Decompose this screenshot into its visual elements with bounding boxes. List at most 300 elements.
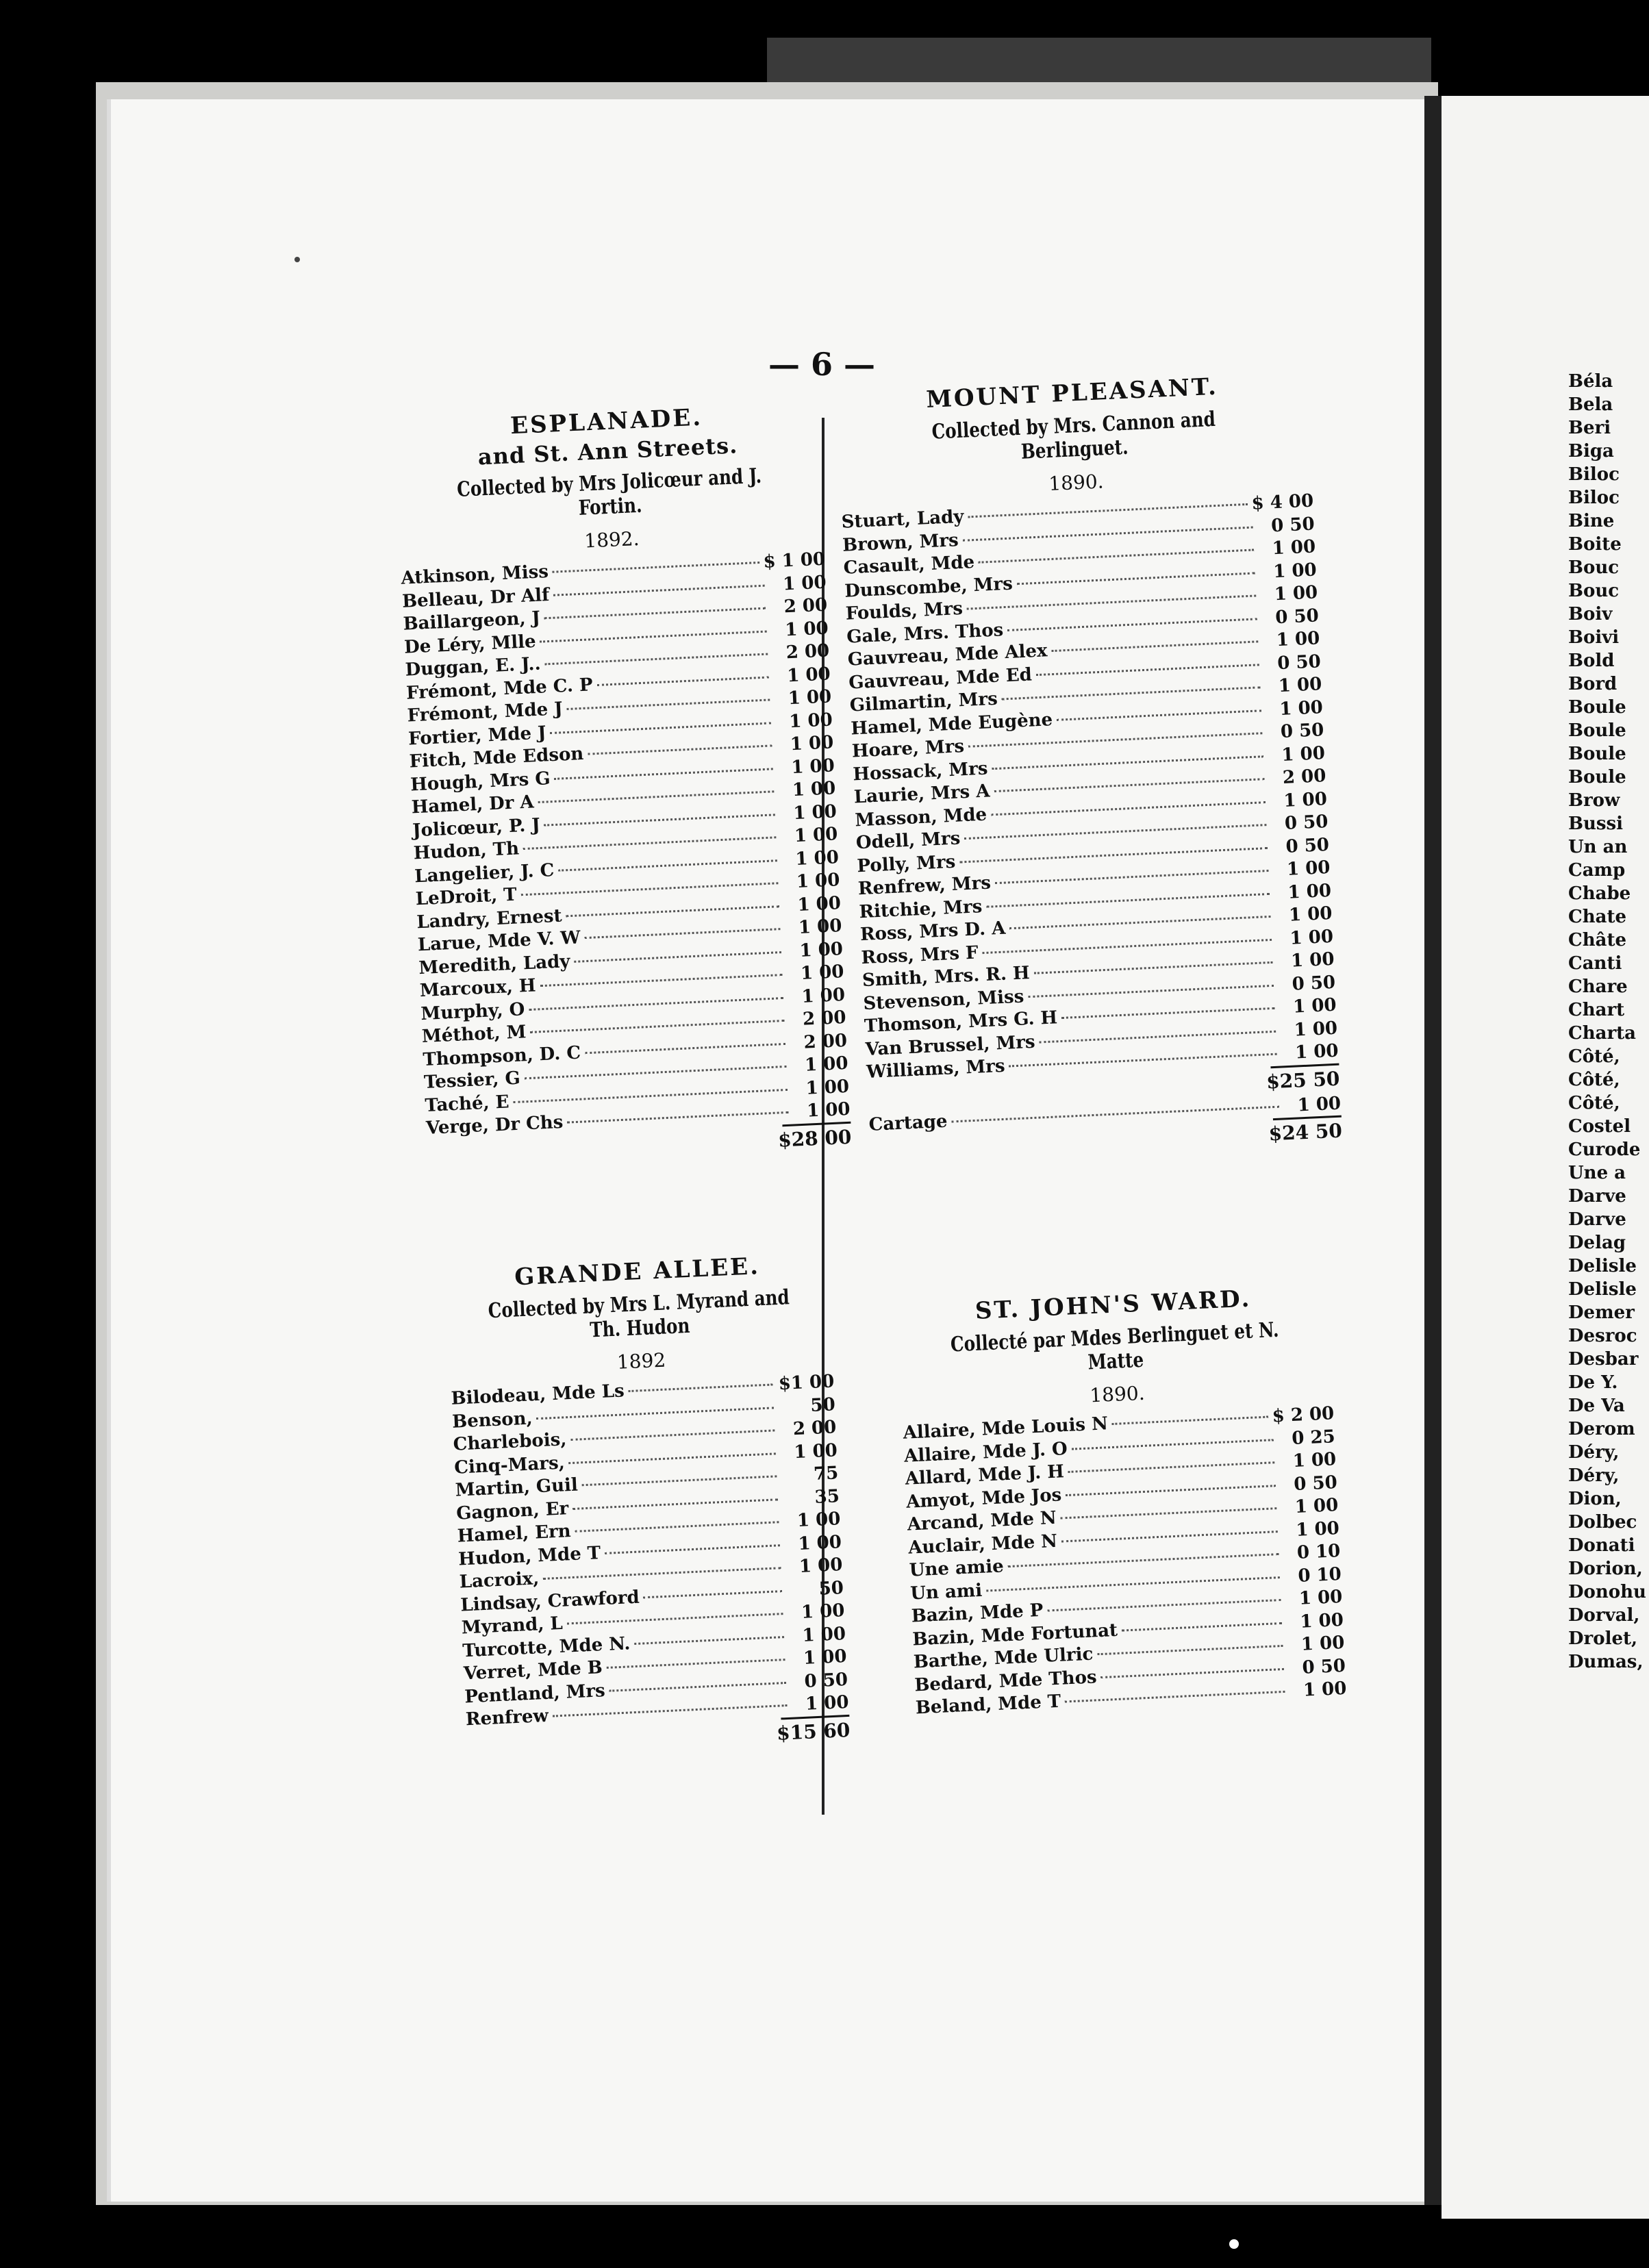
donor-name: Brown, Mrs — [842, 529, 959, 556]
donor-name: Taché, E — [424, 1091, 510, 1116]
name-fragment: Bine — [1568, 511, 1615, 531]
donor-name: Larue, Mde V. W — [417, 927, 581, 956]
leader-dots — [550, 722, 771, 734]
donor-name: Hamel, Ern — [457, 1521, 572, 1547]
donation-amount: 1 00 — [805, 1691, 850, 1715]
donor-name: Laurie, Mrs A — [853, 781, 991, 808]
donation-amount: 0 50 — [1293, 1472, 1338, 1495]
donation-amount: 1 00 — [1286, 857, 1331, 880]
donor-name: Hough, Mrs G — [410, 768, 551, 795]
donation-amount: 1 00 — [1300, 1632, 1345, 1655]
donation-amount: 1 00 — [801, 984, 846, 1007]
leader-dots — [582, 1476, 777, 1487]
name-fragment: Desroc — [1568, 1326, 1637, 1346]
leader-dots — [1047, 1599, 1281, 1611]
donation-amount: 1 00 — [782, 572, 827, 594]
name-fragment: Bord — [1568, 674, 1617, 694]
donor-name: Williams, Mrs — [866, 1055, 1006, 1083]
cartage-amount: 1 00 — [1297, 1093, 1342, 1116]
donation-amount: 1 00 — [803, 1646, 848, 1669]
leader-dots — [992, 755, 1263, 770]
leader-dots — [1061, 1007, 1275, 1019]
page-number: — 6 — — [768, 346, 876, 383]
donation-amount: 1 00 — [792, 801, 838, 824]
donor-name: Un ami — [909, 1580, 983, 1604]
name-fragment: Canti — [1568, 953, 1622, 974]
donation-amount: 1 00 — [1287, 880, 1332, 903]
donation-amount: 1 00 — [786, 663, 831, 686]
name-fragment: Boule — [1568, 697, 1626, 718]
leader-dots — [585, 1043, 785, 1054]
leader-dots — [1068, 1461, 1275, 1473]
leader-dots — [538, 791, 775, 804]
donation-amount: 1 00 — [1292, 1449, 1337, 1472]
donor-name: Frémont, Mde C. P — [405, 674, 594, 704]
leader-dots — [525, 1066, 787, 1079]
donor-name: Odell, Mrs — [855, 828, 961, 854]
donation-amount: 1 00 — [1289, 926, 1334, 949]
donation-amount: 1 00 — [790, 732, 834, 755]
donor-name: Cinq-Mars, — [453, 1452, 566, 1478]
donation-amount: 1 00 — [801, 1600, 846, 1623]
donor-name: Casault, Mde — [843, 552, 975, 579]
donation-amount: 35 — [814, 1485, 840, 1508]
leader-dots — [1036, 664, 1259, 676]
leader-dots — [1100, 1668, 1284, 1678]
donation-amount: 50 — [809, 1394, 836, 1416]
leader-dots — [1097, 1645, 1283, 1655]
name-fragment: Un an — [1568, 837, 1628, 857]
name-fragment: Curode — [1568, 1139, 1641, 1160]
name-fragment: Delisle — [1568, 1256, 1637, 1276]
donor-name: Hudon, Mde T — [457, 1542, 601, 1570]
name-fragment: Côté, — [1568, 1093, 1620, 1113]
donor-name: Allard, Mde J. H — [905, 1461, 1065, 1489]
donor-name: Masson, Mde — [854, 804, 987, 831]
leader-dots — [1061, 1507, 1277, 1519]
donor-name: Hamel, Dr A — [411, 792, 535, 818]
leader-dots — [1009, 1053, 1276, 1068]
leader-dots — [572, 1498, 778, 1510]
name-fragment: Brow — [1568, 790, 1620, 811]
leader-dots — [567, 1111, 788, 1124]
donation-amount: 0 25 — [1291, 1426, 1336, 1449]
leader-dots — [544, 653, 768, 666]
leader-dots — [588, 745, 772, 755]
donation-amount: 2 00 — [1282, 766, 1326, 788]
section-title: MOUNT PLEASANT. — [925, 373, 1219, 414]
donation-amount: 1 00 — [784, 618, 829, 640]
leader-dots — [520, 882, 778, 896]
donation-amount: 1 00 — [800, 961, 845, 984]
donor-name: Lindsay, Crawford — [460, 1587, 640, 1615]
leader-dots — [1009, 916, 1270, 929]
leader-dots — [543, 1567, 781, 1580]
donor-name: Fortier, Mde J — [407, 722, 547, 750]
leader-dots — [1034, 961, 1273, 974]
donation-amount: 0 50 — [1280, 720, 1324, 743]
name-fragment: Châte — [1568, 930, 1626, 950]
leader-dots — [1066, 1485, 1276, 1496]
donation-amount: 2 00 — [785, 640, 830, 664]
donation-amount: $ 1 00 — [762, 549, 826, 572]
donor-name: Landry, Ernest — [416, 905, 563, 933]
donor-name: Meredith, Lady — [418, 950, 571, 979]
donation-amount: 1 00 — [793, 1439, 838, 1463]
leader-dots — [609, 1682, 787, 1692]
name-fragment: Boiv — [1568, 604, 1613, 625]
donation-amount: 2 00 — [802, 1007, 847, 1030]
name-fragment: Boite — [1568, 534, 1622, 555]
leader-dots — [530, 1020, 784, 1033]
mount-pleasant-section — [835, 369, 1343, 1166]
donation-amount: $ 4 00 — [1250, 490, 1314, 514]
donor-name: Verge, Dr Chs — [425, 1111, 564, 1139]
name-fragment: Darve — [1568, 1186, 1626, 1207]
donor-list — [903, 1402, 1347, 1720]
donation-amount: 1 00 — [788, 709, 833, 732]
section-year: 1890. — [1048, 470, 1105, 495]
name-fragment: Biloc — [1568, 464, 1620, 485]
donation-amount: 1 00 — [1294, 1495, 1339, 1517]
donation-amount: 1 00 — [1299, 1609, 1344, 1633]
section-year: 1890. — [1089, 1381, 1146, 1407]
leader-dots — [982, 939, 1272, 954]
name-fragment: De Va — [1568, 1396, 1625, 1416]
name-fragment: Chate — [1568, 907, 1626, 927]
donor-name: Gauvreau, Mde Alex — [847, 640, 1048, 670]
name-fragment: Donati — [1568, 1535, 1635, 1556]
leader-dots — [553, 562, 759, 573]
name-fragment: Boivi — [1568, 627, 1620, 648]
donor-name: Atkinson, Miss — [400, 561, 549, 589]
donation-amount: 0 50 — [1292, 972, 1336, 995]
leader-dots — [1057, 709, 1261, 721]
name-fragment: Derom — [1568, 1419, 1635, 1439]
name-fragment: Chabe — [1568, 883, 1631, 904]
name-fragment: Beri — [1568, 418, 1611, 438]
donor-list — [451, 1370, 849, 1731]
donor-name: Stevenson, Miss — [862, 985, 1024, 1014]
donor-name: Allaire, Mde J. O — [903, 1438, 1068, 1467]
donation-amount: 1 00 — [788, 686, 832, 709]
donor-name: De Léry, Mlle — [403, 631, 537, 658]
leader-dots — [575, 1522, 779, 1533]
leader-dots — [605, 1544, 780, 1554]
leader-dots — [634, 1636, 784, 1645]
leader-dots — [544, 607, 766, 620]
donation-amount: 0 10 — [1297, 1563, 1342, 1587]
donation-amount: 1 00 — [798, 938, 844, 961]
name-fragment: Costel — [1568, 1116, 1631, 1137]
donor-name: Marcoux, H — [419, 975, 537, 1002]
name-fragment: Une a — [1568, 1163, 1626, 1183]
leader-dots — [513, 1089, 788, 1103]
donation-amount: 1 00 — [1278, 674, 1322, 697]
donor-name: Polly, Mrs — [856, 851, 956, 877]
name-fragment: Béla — [1568, 371, 1613, 392]
leader-dots — [1072, 1439, 1274, 1450]
section-total: $24 50 — [1268, 1119, 1343, 1146]
donation-amount: 0 10 — [1296, 1541, 1341, 1563]
donation-amount: 1 00 — [1288, 903, 1333, 926]
name-fragment: Chare — [1568, 977, 1628, 997]
donation-amount: 2 00 — [803, 1030, 848, 1053]
donation-amount: 1 00 — [1272, 559, 1318, 582]
donor-name: Jolicœur, P. J — [412, 814, 541, 841]
donation-amount: 2 00 — [792, 1417, 837, 1440]
name-fragment: Déry, — [1568, 1442, 1620, 1463]
name-fragment: Dolbec — [1568, 1512, 1637, 1533]
leader-dots — [523, 837, 777, 850]
donor-name: Bazin, Mde Fortunat — [911, 1620, 1118, 1650]
leader-dots — [959, 847, 1268, 863]
donation-amount: 1 00 — [1276, 628, 1320, 651]
name-fragment: Bouc — [1568, 581, 1620, 601]
name-fragment: Delisle — [1568, 1279, 1637, 1300]
section-title: ESPLANADE. — [509, 403, 703, 440]
name-fragment: Biloc — [1568, 488, 1620, 508]
leader-dots — [536, 1407, 773, 1420]
scan-speck — [294, 257, 300, 262]
leader-dots — [540, 630, 766, 642]
donor-name: Baillargeon, J — [403, 607, 541, 635]
donation-amount: 0 50 — [1270, 513, 1316, 536]
donation-amount: 0 50 — [803, 1669, 848, 1692]
donor-name: Amyot, Mde Jos — [905, 1484, 1062, 1513]
donor-name: Tessier, G — [423, 1068, 521, 1093]
leader-dots — [644, 1590, 782, 1598]
donor-name: Méthot, M — [421, 1022, 527, 1048]
section-subtotal: $25 50 — [1266, 1067, 1341, 1093]
donor-name: Turcotte, Mde N. — [462, 1633, 631, 1661]
leader-dots — [1065, 1691, 1285, 1703]
leader-dots — [1028, 985, 1274, 998]
collectors-line: Collected by Mrs L. Myrand and Th. Hudon — [488, 1285, 790, 1343]
donation-amount: 1 00 — [1292, 994, 1337, 1018]
collectors-line: Collected by Mrs Jolicœur and J. Fortin. — [456, 464, 762, 520]
section-total: $15 60 — [776, 1718, 851, 1745]
book-gutter — [1424, 96, 1442, 2205]
collectors-line: Collected by Mrs. Cannon and Berlinguet. — [931, 407, 1216, 464]
leader-dots — [1112, 1416, 1268, 1425]
donor-name: Hamel, Mde Eugène — [850, 709, 1053, 739]
name-fragment: Bold — [1568, 651, 1615, 671]
leader-dots — [963, 526, 1253, 541]
donation-amount: 50 — [818, 1577, 844, 1600]
leader-dots — [569, 1452, 776, 1464]
section-title: ST. JOHN'S WARD. — [974, 1285, 1253, 1325]
leader-dots — [967, 595, 1256, 610]
leader-dots — [1122, 1622, 1282, 1632]
leader-dots — [951, 1105, 1279, 1122]
donor-name: Gagnon, Er — [455, 1498, 569, 1524]
donor-name: Bazin, Mde P — [911, 1600, 1044, 1627]
name-fragment: Donohu — [1568, 1582, 1646, 1602]
donor-name: Van Brussel, Mrs — [865, 1031, 1036, 1060]
donation-amount: 1 00 — [1281, 742, 1326, 766]
donor-name: Ross, Mrs F — [860, 942, 979, 968]
donation-amount: 1 00 — [794, 846, 840, 870]
section-title: GRANDE ALLEE. — [514, 1252, 761, 1292]
name-fragment: Dorion, — [1568, 1559, 1643, 1579]
donor-name: Gilmartin, Mrs — [849, 688, 998, 716]
donation-amount: 75 — [813, 1463, 839, 1485]
donation-amount: 0 50 — [1301, 1655, 1346, 1678]
donation-amount: 1 00 — [792, 778, 836, 801]
section-subtitle: and St. Ann Streets. — [477, 432, 739, 470]
leader-dots — [968, 503, 1247, 518]
donation-amount: 1 00 — [1274, 582, 1318, 605]
donation-amount: 2 00 — [783, 594, 828, 618]
donation-amount: 1 00 — [796, 870, 840, 893]
name-fragment: Bussi — [1568, 814, 1624, 834]
donor-name: Pentland, Mrs — [464, 1680, 606, 1707]
name-fragment: Côté, — [1568, 1046, 1620, 1067]
leader-dots — [994, 778, 1264, 792]
leader-dots — [585, 928, 781, 939]
section-year: 1892 — [616, 1348, 666, 1374]
name-fragment: Biga — [1568, 441, 1614, 462]
donor-name: Foulds, Mrs — [845, 598, 964, 625]
donation-amount: 0 50 — [1285, 834, 1330, 857]
donor-name: Gale, Mrs. Thos — [846, 619, 1004, 648]
leader-dots — [567, 1613, 783, 1624]
donor-name: LeDroit, T — [415, 884, 518, 910]
leader-dots — [597, 676, 769, 685]
donation-amount: 1 00 — [794, 824, 838, 847]
donation-amount: 1 00 — [1294, 1018, 1338, 1041]
donor-name: Bedard, Mde Thos — [914, 1666, 1098, 1696]
scan-speck — [1229, 2239, 1239, 2249]
st-johns-ward-section — [897, 1281, 1347, 1719]
donor-name: Hudon, Th — [413, 838, 520, 864]
name-fragment: De Y. — [1568, 1372, 1618, 1393]
leader-dots — [553, 584, 765, 596]
cartage-label: Cartage — [868, 1111, 948, 1135]
leader-dots — [540, 974, 782, 987]
leader-dots — [629, 1384, 773, 1393]
donation-amount: 1 00 — [796, 1509, 841, 1532]
donor-name: Verret, Mde B — [463, 1657, 603, 1685]
leader-dots — [529, 997, 783, 1011]
donation-amount: 1 00 — [801, 1623, 846, 1646]
name-fragment: Dion, — [1568, 1489, 1622, 1509]
leader-dots — [607, 1659, 785, 1669]
name-fragment: Boule — [1568, 744, 1626, 764]
esplanade-section — [394, 399, 852, 1170]
leader-dots — [968, 732, 1262, 747]
leader-dots — [570, 1430, 775, 1441]
donor-name: Hoare, Mrs — [851, 736, 965, 762]
leader-dots — [1007, 618, 1257, 631]
facing-page-name-fragments — [1568, 370, 1646, 1674]
leader-dots — [979, 549, 1254, 564]
donation-amount: $1 00 — [778, 1371, 835, 1395]
leader-dots — [986, 893, 1270, 908]
leader-dots — [1040, 1031, 1276, 1044]
donor-name: Renfrew, Mrs — [857, 872, 992, 900]
donation-amount: 1 00 — [798, 916, 843, 938]
leader-dots — [995, 870, 1269, 884]
name-fragment: Delag — [1568, 1233, 1626, 1253]
donation-amount: 1 00 — [790, 755, 835, 778]
donor-name: Une amie — [909, 1556, 1005, 1581]
name-fragment: Boule — [1568, 720, 1626, 741]
leader-dots — [544, 814, 775, 826]
leader-dots — [574, 951, 781, 963]
name-fragment: Dumas, — [1568, 1652, 1644, 1672]
donor-name: Fitch, Mde Edson — [409, 743, 584, 772]
leader-dots — [991, 801, 1266, 816]
donor-name: Charlebois, — [453, 1429, 567, 1455]
name-fragment: Desbar — [1568, 1349, 1639, 1370]
donation-amount: 1 00 — [1272, 536, 1316, 559]
donor-name: Lacroix, — [459, 1568, 540, 1593]
leader-dots — [1008, 1553, 1279, 1567]
leader-dots — [1017, 572, 1255, 585]
leader-dots — [558, 859, 777, 872]
donation-amount: 1 00 — [1295, 1517, 1340, 1541]
donation-amount: 1 00 — [1294, 1040, 1339, 1063]
name-fragment: Darve — [1568, 1209, 1626, 1230]
donor-name: Myrand, L — [461, 1613, 564, 1639]
name-fragment: Dorval, — [1568, 1605, 1640, 1626]
leader-dots — [554, 768, 772, 779]
donation-amount: 1 00 — [1302, 1678, 1348, 1701]
donation-amount: 0 50 — [1274, 605, 1320, 628]
donor-name: Martin, Guil — [455, 1474, 579, 1501]
donor-name: Hossack, Mrs — [852, 757, 989, 785]
donation-amount: 1 00 — [1290, 948, 1335, 972]
grande-allee-section — [445, 1250, 851, 1761]
name-fragment: Boule — [1568, 767, 1626, 788]
name-fragment: Bouc — [1568, 557, 1620, 578]
donor-name: Dunscombe, Mrs — [844, 573, 1014, 602]
donor-name: Gauvreau, Mde Ed — [848, 664, 1033, 694]
donor-name: Belleau, Dr Alf — [401, 584, 550, 612]
donor-name: Renfrew — [465, 1705, 549, 1730]
donor-name: Barthe, Mde Ulric — [913, 1643, 1094, 1673]
donation-amount: 1 00 — [804, 1053, 849, 1076]
donation-amount: 1 00 — [797, 1531, 842, 1554]
donation-amount: 1 00 — [796, 892, 842, 916]
name-fragment: Chart — [1568, 1000, 1625, 1020]
leader-dots — [986, 1576, 1280, 1591]
donor-name: Ritchie, Mrs — [858, 896, 983, 922]
donor-name: Ross, Mrs D. A — [859, 918, 1006, 946]
donor-name: Duggan, E. J.. — [405, 653, 542, 681]
donor-name: Beland, Mde T — [915, 1691, 1061, 1719]
donation-amount: 1 00 — [1298, 1586, 1343, 1609]
donation-amount: 0 50 — [1276, 651, 1322, 674]
donation-amount: 1 00 — [805, 1076, 850, 1099]
donation-amount: 1 00 — [1283, 788, 1328, 811]
donor-name: Stuart, Lady — [841, 506, 965, 533]
name-fragment: Charta — [1568, 1023, 1636, 1044]
donor-name: Smith, Mrs. R. H — [861, 963, 1031, 992]
donation-amount: 1 00 — [806, 1098, 851, 1122]
name-fragment: Demer — [1568, 1302, 1635, 1323]
name-fragment: Déry, — [1568, 1465, 1620, 1486]
leader-dots — [1002, 687, 1261, 701]
donor-name: Thomson, Mrs G. H — [864, 1007, 1058, 1037]
section-total: $28 00 — [777, 1125, 853, 1152]
donor-name: Allaire, Mde Louis N — [903, 1413, 1109, 1444]
donor-name: Langelier, J. C — [414, 859, 555, 887]
name-fragment: Côté, — [1568, 1070, 1620, 1090]
leader-dots — [553, 1704, 788, 1717]
